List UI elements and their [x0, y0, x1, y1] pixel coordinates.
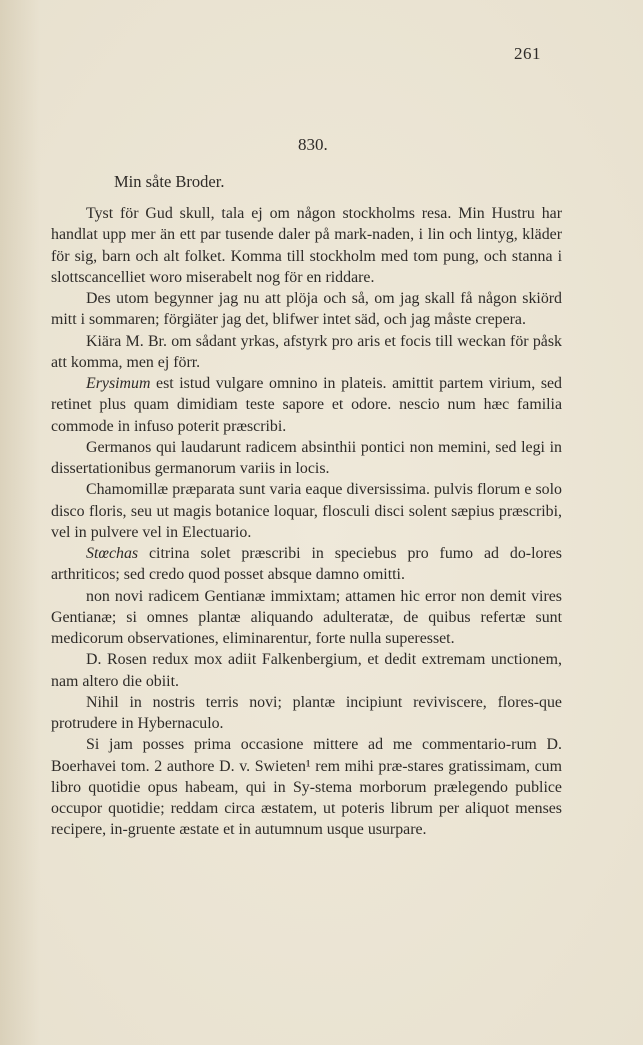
letter-number: 830. — [298, 135, 328, 154]
paragraph-3: Kiära M. Br. om sådant yrkas, afstyrk pro aris et focis till weckan för påsk att komma, men ej förr. — [51, 332, 562, 371]
letter-body — [51, 203, 562, 841]
italic-term: Stœchas — [86, 545, 139, 562]
paragraph-9: D. Rosen redux mox adiit Falkenbergium, et dedit extremam unctionem, nam altero die obiit. — [51, 651, 562, 690]
page-number: 261 — [514, 44, 541, 63]
paragraph-7: Stœchas citrina solet præscribi in speciebus pro fumo ad do-lores arthriticos; sed credo quod posset absque damno omitti. — [51, 545, 562, 584]
paragraph-2: Des utom begynner jag nu att plöja och så, om jag skall få någon skiörd mitt i sommaren; förgiäter jag det, blifwer intet säd, och jag måste crepera. — [51, 290, 562, 329]
paragraph-1: Tyst för Gud skull, tala ej om någon stockholms resa. Min Hustru har handlat upp mer än ett par tusende daler på mark-naden, i lin och lintyg, kläder för sig, barn och alt folket. Komma till stockholm med tom pung, och stanna i slottscancelliet woro miserabelt nog för en riddare. — [51, 205, 562, 286]
paragraph-10: Nihil in nostris terris novi; plantæ incipiunt reviviscere, flores-que protrudere in Hybernaculo. — [51, 693, 562, 732]
paragraph-11: Si jam posses prima occasione mittere ad me commentario-rum D. Boerhavei tom. 2 authore D. v. Swieten¹ rem mihi præ-stares gratissimam, cum libro quotidie opus habeam, qui in Sy-stema morborum prælegendo publice occupor quotidie; reddam circa æstatem, ut poteris librum per aliquot menses recipere, in-gruente æstate et in autumnum usque usurpare. — [51, 736, 562, 839]
italic-term: Erysimum — [86, 375, 151, 392]
paragraph-5: Germanos qui laudarunt radicem absinthii pontici non memini, sed legi in dissertationibus germanorum variis in locis. — [51, 438, 562, 477]
paragraph-8: non novi radicem Gentianæ immixtam; attamen hic error non demit vires Gentianæ; si omnes plantæ aliquando adulteratæ, de quibus refertæ sunt medicorum observationes, eliminarentur, forte nulla superesset. — [51, 587, 562, 647]
salutation: Min såte Broder. — [114, 172, 225, 191]
paragraph-4: Erysimum est istud vulgare omnino in plateis. amittit partem virium, sed retinet plus quam dimidiam teste sapore et odore. nescio num hæc familia commode in infuso poterit præscribi. — [51, 375, 562, 435]
paragraph-6: Chamomillæ præparata sunt varia eaque diversissima. pulvis florum e solo disco floris, seu ut magis botanice loquar, flosculi disci solent sæpius præscribi, vel in pulvere vel in Electuario. — [51, 481, 562, 541]
